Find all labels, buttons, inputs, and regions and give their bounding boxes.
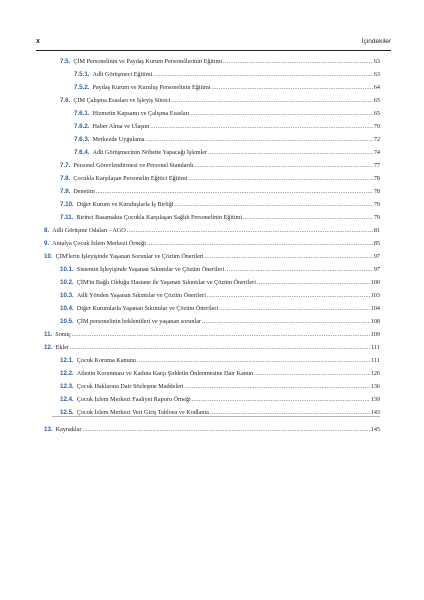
toc-title: Birinci Basamakta Çocukla Karşılaşan Sağlık Personelinin Eğitimi — [76, 214, 243, 221]
toc-leader — [175, 200, 373, 210]
toc-number: 7.9. — [60, 188, 71, 195]
toc-title: Çocuk Haklarına Dair Sözleşme Maddeleri — [76, 383, 184, 390]
toc-number: 7.6.3. — [74, 136, 90, 143]
toc-entry[interactable] — [60, 395, 380, 405]
toc-number: 10.3. — [60, 292, 74, 299]
toc-entry[interactable] — [60, 317, 380, 327]
toc-page: 111 — [371, 344, 380, 351]
toc-title: ÇİM'in Bağlı Olduğu Hastane ile Yaşanan Sıkıntılar ve Çözüm Önerileri — [76, 279, 256, 286]
toc-page: 70 — [373, 123, 380, 130]
toc-leader — [127, 226, 373, 236]
toc-number: 7.6. — [60, 97, 71, 104]
toc-entry[interactable] — [44, 239, 380, 249]
toc-title: ÇİM'lerin İşleyişinde Yaşanan Sorunlar ve Çözüm Önerileri — [55, 253, 204, 260]
toc-number: 7.11. — [60, 214, 74, 221]
toc-number: 7.6.4. — [74, 149, 90, 156]
toc-page: 108 — [370, 318, 380, 325]
toc-title: Personel Görevlendirmesi ve Personel Standardı — [73, 162, 194, 169]
toc-entry[interactable] — [74, 122, 380, 132]
toc-title: Adli Görüşmecinin Nöbette Yapacağı İşlemler — [92, 149, 208, 156]
toc-title: Ekler — [55, 344, 70, 351]
toc-leader — [137, 356, 370, 366]
toc-page: 100 — [370, 279, 380, 286]
toc-title: Diğer Kurum ve Kuruluşlarla İş Birliği — [76, 201, 174, 208]
toc-leader — [70, 343, 370, 353]
toc-entry[interactable] — [60, 304, 380, 314]
toc-number: 12.1. — [60, 357, 74, 364]
toc-leader — [185, 382, 370, 392]
toc-leader — [146, 135, 373, 145]
toc-number: 12.4. — [60, 396, 74, 403]
toc-page: 72 — [373, 136, 380, 143]
toc-number: 7.5.1. — [74, 71, 90, 78]
toc-leader — [82, 425, 369, 435]
toc-leader — [257, 278, 370, 288]
page-number: x — [36, 38, 40, 45]
toc-page: 109 — [370, 331, 380, 338]
toc-page: 104 — [370, 305, 380, 312]
toc-number: 13. — [44, 426, 53, 433]
toc-entry[interactable] — [44, 226, 380, 236]
toc-number: 10.4. — [60, 305, 74, 312]
toc-title: Denetim — [73, 188, 95, 195]
toc-page: 139 — [370, 396, 380, 403]
toc-leader — [188, 174, 372, 184]
toc-entry[interactable] — [60, 174, 380, 184]
toc-leader — [225, 265, 373, 275]
toc-leader — [72, 330, 370, 340]
toc-number: 7.8. — [60, 175, 71, 182]
toc-page: 63 — [373, 71, 380, 78]
toc-page: 81 — [373, 227, 380, 234]
toc-number: 12.2. — [60, 370, 74, 377]
toc-entry[interactable] — [44, 330, 380, 340]
toc-number: 12.5. — [60, 409, 74, 416]
toc-page: 97 — [373, 253, 380, 260]
toc-leader — [147, 239, 373, 249]
toc-number: 7.6.1. — [74, 110, 90, 117]
toc-leader — [192, 395, 370, 405]
toc-entry[interactable] — [60, 213, 380, 223]
toc-page: 77 — [373, 162, 380, 169]
toc-entry[interactable] — [44, 425, 380, 435]
toc-leader — [153, 70, 373, 80]
toc-page: 79 — [373, 201, 380, 208]
toc-title: ÇİM Çalışma Esasları ve İşleyiş Süreci — [73, 97, 171, 104]
toc-title: Adli Görüşme Odaları - AGO — [52, 227, 126, 234]
toc-number: 12. — [44, 344, 53, 351]
toc-page: 63 — [373, 58, 380, 65]
toc-entry[interactable] — [60, 187, 380, 197]
toc-entry[interactable] — [74, 109, 380, 119]
toc-number: 8. — [44, 227, 50, 234]
toc-leader — [243, 213, 373, 223]
toc-page: 97 — [373, 266, 380, 273]
toc-leader — [194, 161, 373, 171]
toc-page: 78 — [373, 175, 380, 182]
toc-title: Adli Yönden Yaşanan Sıkıntılar ve Çözüm Önerileri — [76, 292, 206, 299]
toc-entry[interactable] — [74, 148, 380, 158]
toc-entry[interactable] — [60, 369, 380, 379]
toc-page: 103 — [370, 292, 380, 299]
toc-page: 143 — [370, 409, 380, 416]
toc-entry[interactable] — [74, 70, 380, 80]
toc-page: 145 — [370, 426, 380, 433]
toc-title: Çocuk İzlem Merkezi Veri Giriş Tablosu ve Kodlama — [76, 409, 209, 416]
section-divider — [52, 416, 380, 417]
toc-number: 10. — [44, 253, 53, 260]
toc-page: 111 — [371, 357, 380, 364]
toc-title: Haber Alma ve Ulaşım — [92, 123, 150, 130]
toc-entry[interactable] — [74, 135, 380, 145]
toc-title: Çocukla Karşılaşan Personelin Eğitici Eğitimi — [73, 175, 188, 182]
toc-page: 65 — [373, 97, 380, 104]
toc-leader — [190, 109, 372, 119]
toc-entry[interactable] — [60, 356, 380, 366]
toc-number: 10.1. — [60, 266, 74, 273]
toc-entry[interactable] — [60, 382, 380, 392]
toc-leader — [207, 291, 370, 301]
toc-number: 7.5.2. — [74, 84, 90, 91]
toc-title: Merkezde Uygulama — [92, 136, 145, 143]
toc-number: 12.3. — [60, 383, 74, 390]
toc-leader — [171, 96, 372, 106]
toc-leader — [219, 304, 370, 314]
toc-leader — [202, 317, 370, 327]
toc-entry[interactable] — [60, 161, 380, 171]
toc-title: ÇİM personelinin beklentileri ve yaşanan sorunlar — [76, 318, 201, 325]
toc-number: 7.7. — [60, 162, 71, 169]
toc-number: 7.5. — [60, 58, 71, 65]
toc-page: 65 — [373, 110, 380, 117]
toc-title: Kaynaklar — [55, 426, 82, 433]
toc-page: 74 — [373, 149, 380, 156]
toc-entry[interactable] — [44, 252, 380, 262]
toc-leader — [205, 252, 373, 262]
toc-entry[interactable] — [60, 57, 380, 67]
toc-number: 9. — [44, 240, 50, 247]
toc-number: 7.6.2. — [74, 123, 90, 130]
toc-entry[interactable] — [60, 291, 380, 301]
toc-page: 126 — [370, 370, 380, 377]
toc-page: 79 — [373, 214, 380, 221]
toc-number: 10.2. — [60, 279, 74, 286]
toc-page: 136 — [370, 383, 380, 390]
toc-title: Sonuç — [55, 331, 71, 338]
toc-title: Ailenin Korunması ve Kadına Karşı Şiddetin Önlenmesine Dair Kanun — [76, 370, 254, 377]
toc-entry[interactable] — [60, 278, 380, 288]
toc-title: Diğer Kurumlarla Yaşanan Sıkıntılar ve Çözüm Önerileri — [76, 305, 219, 312]
toc-entry[interactable] — [60, 200, 380, 210]
toc-entry[interactable] — [60, 265, 380, 275]
toc-entry[interactable] — [60, 96, 380, 106]
toc-entry[interactable] — [44, 343, 380, 353]
toc-leader — [212, 83, 373, 93]
toc-page: 64 — [373, 84, 380, 91]
toc-page: 85 — [373, 240, 380, 247]
toc-number: 11. — [44, 331, 53, 338]
toc-entry[interactable] — [74, 83, 380, 93]
toc-title: Paydaş Kurum ve Kuruluş Personelinin Eğitimi — [92, 84, 211, 91]
toc-title: Çocuk İzlem Merkezi Faaliyet Raporu Örneği — [76, 396, 191, 403]
toc-leader — [254, 369, 370, 379]
toc-title: ÇİM Personelinin ve Paydaş Kurum Personellerinin Eğitimi — [73, 58, 223, 65]
toc-title: Adli Görüşmeci Eğitimi — [92, 71, 153, 78]
section-title: İçindekiler — [361, 38, 391, 45]
toc-title: Hizmetin Kapsamı ve Çalışma Esasları — [92, 110, 190, 117]
toc-leader — [96, 187, 373, 197]
toc-number: 10.5. — [60, 318, 74, 325]
toc-leader — [208, 148, 373, 158]
toc-title: Sistemin İşleyişinde Yaşanan Sıkıntılar ve Çözüm Önerileri — [76, 266, 225, 273]
toc-leader — [150, 122, 372, 132]
toc-title: Çocuk Koruma Kanunu — [76, 357, 136, 364]
toc-number: 7.10. — [60, 201, 74, 208]
toc-leader — [223, 57, 373, 67]
toc-page: 78 — [373, 188, 380, 195]
toc-title: Antalya Çocuk İzlem Merkezi Örneği — [52, 240, 146, 247]
